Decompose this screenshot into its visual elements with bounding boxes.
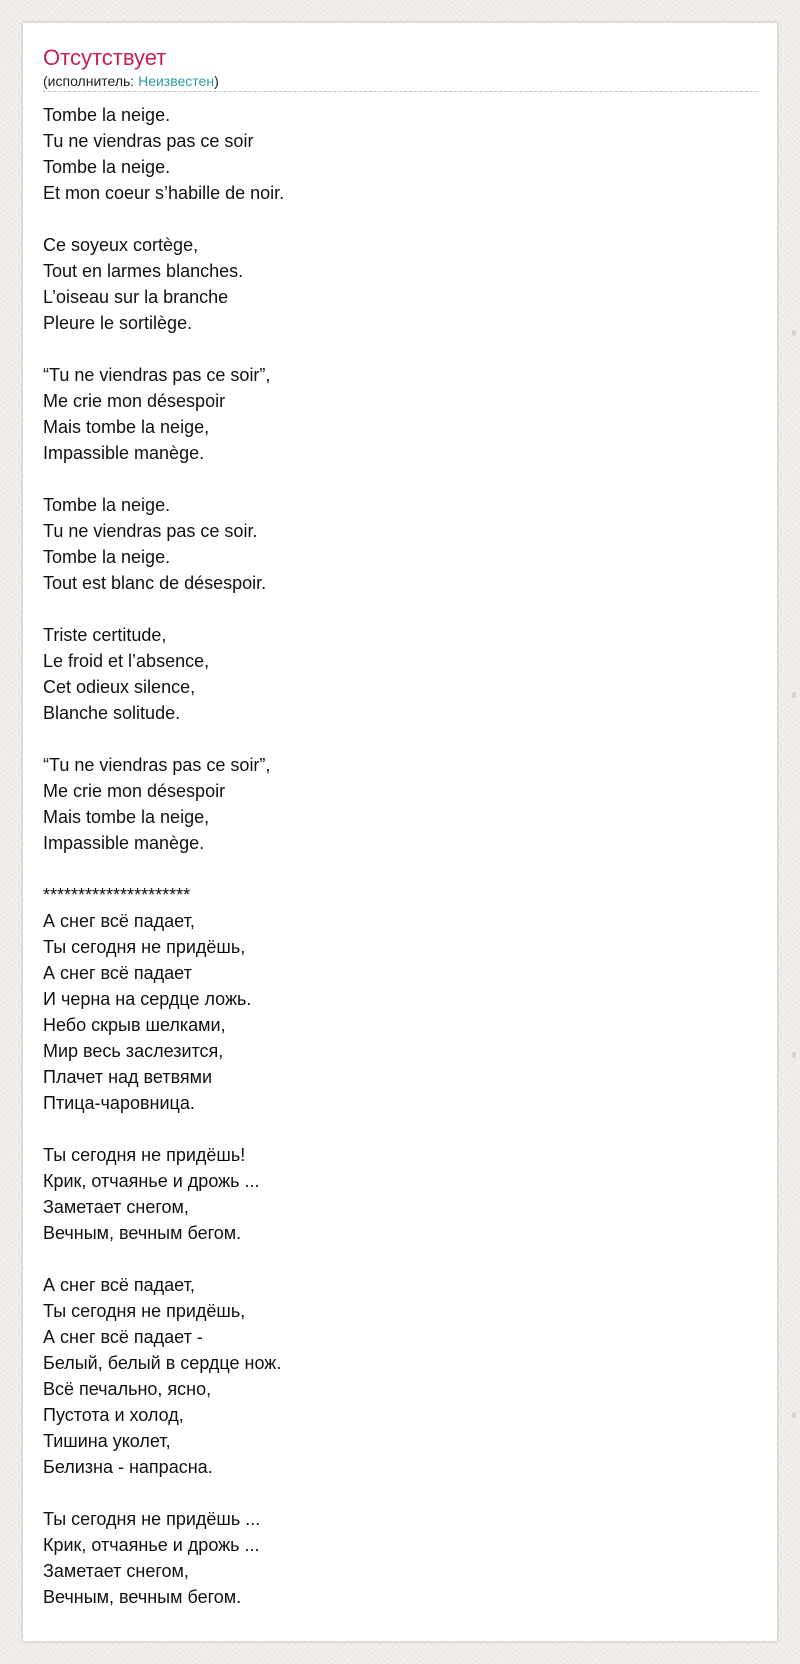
lyric-line: Tu ne viendras pas ce soir. [43,521,258,541]
stanza-break [43,206,757,232]
lyric-line: Tombe la neige. [43,157,171,177]
lyric-line: Impassible manège. [43,833,205,853]
lyric-line: А снег всё падает - [43,1327,203,1347]
background-mark [792,1052,796,1058]
artist-link[interactable]: Неизвестен [138,73,215,89]
lyric-line: Impassible manège. [43,443,205,463]
lyric-line: Мир весь заслезится, [43,1041,224,1061]
background-mark [792,1412,796,1418]
lyric-line: Cet odieux silence, [43,677,196,697]
lyric-line: Заметает снегом, [43,1197,189,1217]
lyric-line: Небо скрыв шелками, [43,1015,226,1035]
lyric-line: Крик, отчаянье и дрожь ... [43,1171,260,1191]
lyric-line: Пустота и холод, [43,1405,184,1425]
lyric-line: А снег всё падает [43,963,192,983]
lyric-line: Крик, отчаянье и дрожь ... [43,1535,260,1555]
lyric-line: Плачет над ветвями [43,1067,213,1087]
lyric-line: А снег всё падает, [43,1275,195,1295]
lyric-line: Тишина уколет, [43,1431,171,1451]
song-title: Отсутствует [43,45,167,70]
lyric-line: Mais tombe la neige, [43,417,210,437]
lyric-line: Белизна - напрасна. [43,1457,213,1477]
lyric-line: Ты сегодня не придёшь ... [43,1509,261,1529]
lyric-line: Ты сегодня не придёшь, [43,1301,246,1321]
lyric-line: “Tu ne viendras pas ce soir”, [43,365,271,385]
lyric-line: Mais tombe la neige, [43,807,210,827]
background-mark [792,330,796,336]
artist-suffix: ) [214,73,219,89]
lyric-line: Et mon coeur s’habille de noir. [43,183,285,203]
lyric-line: Le froid et l’absence, [43,651,210,671]
lyric-line: Tombe la neige. [43,495,171,515]
lyric-line: Tombe la neige. [43,547,171,567]
lyric-line: “Tu ne viendras pas ce soir”, [43,755,271,775]
lyric-line: Ce soyeux cortège, [43,235,199,255]
lyric-line: Pleure le sortilège. [43,313,193,333]
lyric-line: Вечным, вечным бегом. [43,1223,242,1243]
lyric-line: Tombe la neige. [43,105,171,125]
artist-prefix: (исполнитель: [43,73,139,89]
lyric-line: Tu ne viendras pas ce soir [43,131,254,151]
lyric-line: Me crie mon désespoir [43,781,226,801]
lyric-line: Ты сегодня не придёшь! [43,1145,246,1165]
lyric-line: Tout est blanc de désespoir. [43,573,267,593]
lyric-line: И черна на сердце ложь. [43,989,252,1009]
stanza-break [43,1480,757,1506]
lyric-line: Вечным, вечным бегом. [43,1587,242,1607]
lyric-line: Ты сегодня не придёшь, [43,937,246,957]
lyric-line: Me crie mon désespoir [43,391,226,411]
lyric-line: А снег всё падает, [43,911,195,931]
lyric-line: Всё печально, ясно, [43,1379,212,1399]
lyric-line: Птица-чаровница. [43,1093,195,1113]
stanza-break [43,1116,757,1142]
stanza-break [43,466,757,492]
lyric-line: Blanche solitude. [43,703,181,723]
lyric-line: Белый, белый в сердце нож. [43,1353,282,1373]
lyrics-text [43,102,757,1610]
stanza-break [43,1246,757,1272]
stanza-break [43,856,757,882]
stanza-break [43,596,757,622]
lyric-line: Tout en larmes blanches. [43,261,244,281]
lyric-line: Заметает снегом, [43,1561,189,1581]
lyric-line: Triste certitude, [43,625,167,645]
background-mark [792,692,796,698]
artist-line [43,73,757,90]
lyric-line: L’oiseau sur la branche [43,287,229,307]
stanza-break [43,726,757,752]
lyrics-card [22,22,778,1642]
title-divider [43,91,758,92]
lyric-line: ********************* [43,885,191,905]
stanza-break [43,336,757,362]
